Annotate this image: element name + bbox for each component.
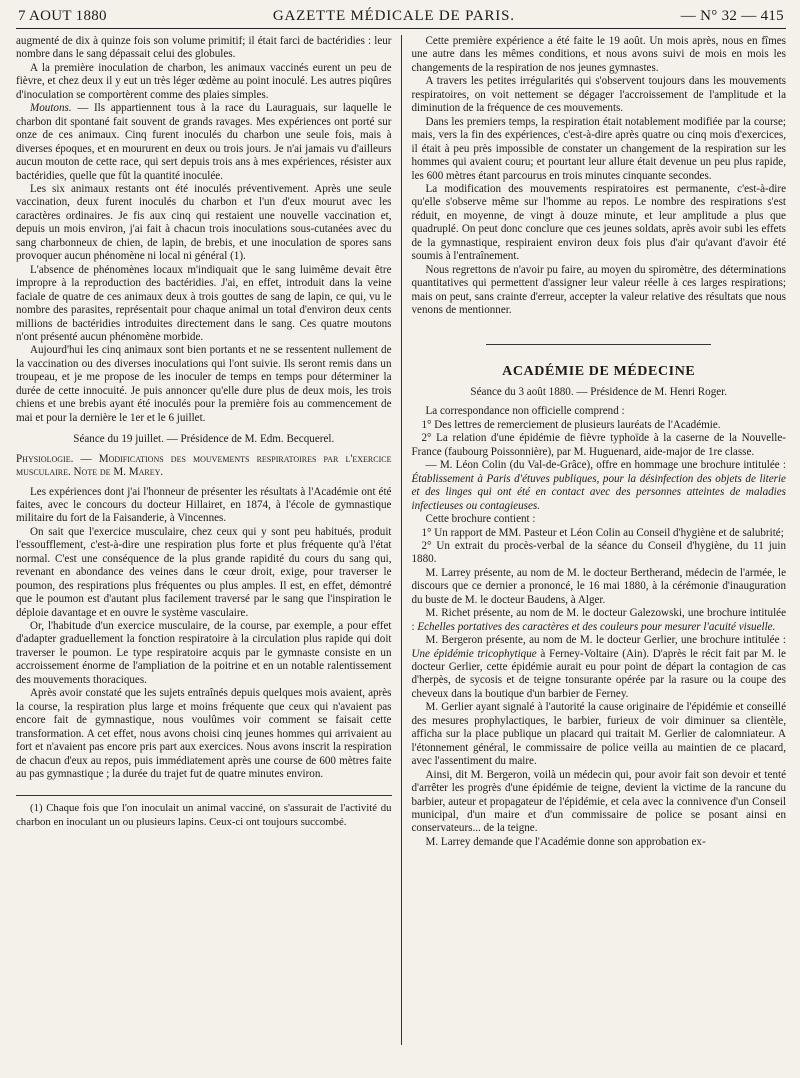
paragraph: augmenté de dix à quinze fois son volume primitif; il était farci de bactéridies : leur nombre dans le sang dépassait celui des globules. xyxy=(16,35,392,61)
paragraph-lead: M. Bergeron présente, au nom de M. le docteur Gerlier, une brochure intitulée : xyxy=(425,634,786,647)
paragraph: Aujourd'hui les cinq animaux sont bien portants et ne se ressentent nullement de la vaccination ou des diverses inoculations qui l'ont suivie. Ils seront remis dans un troupeau, et je me propose de les inoculer de temps en temps pour déterminer la durée de cette innocuité. Je puis annoncer qu'elle dure plus de deux mois, les trois chiens et une brebis ayant été inoculés pour la première fois au commencement de mai et pour la dernière le 1er et le 6 juillet. xyxy=(16,344,392,424)
article-columns xyxy=(16,35,786,1045)
paragraph: A travers les petites irrégularités qui s'observent toujours dans les mouvements respiratoires, on voit nettement se dégager l'accroissement de l'amplitude et la diminution de la fréquence de ces mouvements. xyxy=(411,75,786,115)
paragraph-body: à Ferney-Voltaire (Ain). D'après le récit fait par M. le docteur Gerlier, cette épidémie aurait eu pour point de départ la contagion de cas d'herpès, de sycosis et de teigne tonsurante opérée par la rasure ou la coupe des cheveux dans la boutique d'un barbier de Ferney. xyxy=(411,647,786,700)
paragraph-body: — Ils appartiennent tous à la race du Lauraguais, sur laquelle le charbon dit spontané fait souvent de grands ravages. Mes expériences ont porté sur onze de ces animaux. Cinq furent inoculés du charbon une seule fois, mais à diverses époques, et en moururent en deux ou trois jours. Je n'ai jamais vu d'ailleurs aucun mouton de cette race, qui sert depuis trois ans à mes expériences, résister aux bactéridies, quelle que fût la quantité inoculée. xyxy=(16,102,392,182)
paragraph: Après avoir constaté que les sujets entraînés depuis quelques mois avaient, après la course, la respiration plus large et moins fréquente que ceux qui n'avaient pas encore fait de gymnastique, nous voulûmes voir comment se faisait cette transformation. A cet effet, nous avons choisi cinq jeunes hommes qui arrivaient au fort et n'avaient pas encore pris part aux exercices. Nous avons inscrit la respiration de chacun d'eux au repos, puis immédiatement après une course de 600 mètres faite au pas gymnastique ; la durée du trajet fut de quatre minutes environ. xyxy=(16,687,392,781)
paragraph-lead: M. Richet présente, au nom de M. le docteur Galezowski, une brochure intitulée : xyxy=(411,607,786,633)
running-head xyxy=(16,8,786,29)
paragraph xyxy=(16,102,392,183)
paragraph: M. Larrey demande que l'Académie donne son approbation ex- xyxy=(425,835,706,848)
article-title: Physiologie. — Modifications des mouvements respiratoires par l'exercice musculaire. Note de M. Marey. xyxy=(16,452,392,479)
left-column xyxy=(16,35,401,1045)
paragraph: A la première inoculation de charbon, les animaux vaccinés eurent un peu de fièvre, et chez deux il y eut un très léger œdème au point inoculé. Les autres piqûres d'inoculation se comportèrent comme des plaies simples. xyxy=(16,61,392,101)
paragraph xyxy=(412,459,787,513)
paragraph: Dans les premiers temps, la respiration était notablement modifiée par la course; mais, vers la fin des expériences, c'est-à-dire après quatre ou cinq mois d'exercices, il était à peu près impossible de constater un changement de la respiration sur les hommes qui avaient couru; et pourtant leur allure était devenue un peu plus rapide, les 600 mètres étant parcourus en trois minutes cinquante secondes. xyxy=(411,115,786,182)
footnote xyxy=(16,802,392,829)
section-divider xyxy=(486,344,711,345)
list-item: 2° Un extrait du procès-verbal de la séance du Conseil d'hygiène, du 11 juin 1880. xyxy=(411,539,786,566)
paragraph-lead: — M. Léon Colin (du Val-de-Grâce), offre en hommage une brochure intitulée : xyxy=(425,459,786,472)
paragraph: Nous regrettons de n'avoir pu faire, au moyen du spiromètre, des déterminations quantitatives qui permettent d'assigner leur valeur réelle à ces larges respirations; mais on peut, sans crainte d'erreur, accepter la valeur relative des résultats que nous venons de mentionner. xyxy=(411,263,786,317)
paragraph xyxy=(412,634,787,701)
journal-title: GAZETTE MÉDICALE DE PARIS. xyxy=(272,8,515,24)
list-item: 1° Un rapport de MM. Pasteur et Léon Colin au Conseil d'hygiène et de salubrité; xyxy=(421,526,784,539)
footnote-divider xyxy=(16,795,392,796)
section-heading: ACADÉMIE DE MÉDECINE xyxy=(502,363,696,379)
paragraph: Ainsi, dit M. Bergeron, voilà un médecin qui, pour avoir fait son devoir et tenté d'arrêter les progrès d'une épidémie de teigne, devient la victime de la rancune du barbier, auteur et propagateur de l'épidémie, et cela avec la connivence d'un Conseil municipal, d'un maire et d'un commissaire de police se posant ainsi en conservateurs... de la teigne. xyxy=(411,768,786,835)
list-item: 1° Des lettres de remerciement de plusieurs lauréats de l'Académie. xyxy=(421,418,721,431)
paragraph: M. Gerlier ayant signalé à l'autorité la cause originaire de l'épidémie et conseillé des mesures prophylactiques, le barbier, furieux de voir diminuer sa clientèle, afficha sur la place publique un placard qui traitait M. Gerlier de calomniateur. A l'étonnement général, le commissaire de police veilla au maintien de ce placard, avec l'assentiment du maire. xyxy=(411,701,786,768)
paragraph: Cette première expérience a été faite le 19 août. Un mois après, nous en fîmes une autre dans les mêmes conditions, et nous avons suivi de mois en mois les changements de la respiration de nos jeunes gymnastes. xyxy=(411,35,786,74)
paragraph: La modification des mouvements respiratoires est permanente, c'est-à-dire qu'elle s'observe même sur l'homme au repos. Le nombre des respirations s'est réduit, en moyenne, de vingt à douze minute, et leur amplitude a plus que quadruplé. On peut donc conclure que ces jeunes soldats, après avoir subi les effets de la gymnastique, respiraient environ deux fois plus d'air qu'avant d'avoir été soumis à l'entraînement. xyxy=(411,182,786,263)
paragraph: On sait que l'exercice musculaire, chez ceux qui y sont peu habitués, produit l'essoufflement, c'est-à-dire une respiration plus forte et plus fréquente qu'à l'état normal. C'est une conséquence de la plus grande rapidité du cours du sang qui, revenant en abondance des veines dans le cœur droit, exige, pour traverser le poumon, des respirations plus fréquentes ou plus amples. Il est, en effet, démontré que le poumon est d'autant plus facilement traversé par le sang que l'inspiration le déploie davantage et en ouvre le système vasculaire. xyxy=(16,525,392,619)
session-heading: Séance du 3 août 1880. — Présidence de M. Henri Roger. xyxy=(470,385,728,398)
paragraph: Les six animaux restants ont été inoculés préventivement. Après une seule vaccination, deux furent inoculés du charbon et l'un d'eux mourut avec les caractères ordinaires. Je fis aux cinq qui restaient une nouvelle vaccination et, depuis un mois environ, j'ai fait à chacun trois inoculations sous-cutanées avec du sang charbonneux de chien, de lapin, de brebis, et une inoculation de spores sans provoquer aucun phénomène ni local ni général (1). xyxy=(16,182,392,263)
paragraph xyxy=(412,607,787,634)
paragraph: L'absence de phénomènes locaux m'indiquait que le sang luimême devait être impropre à la reproduction des bactéridies. J'ai, en effet, introduit dans la veine faciale de quatre de ces animaux deux à trois gouttes de sang de lapin, ce qui, vu le nombre des parasites, représentait pour chaque animal un total d'environ deux cents millions de bactéridies introduites directement dans le sang. Ces quatre moutons n'ont présenté aucun phénomène morbide. xyxy=(16,263,392,343)
page-number: — N° 32 — 415 xyxy=(680,8,784,24)
brochure-title: Echelles portatives des caractères et des couleurs pour mesurer l'acuité visuelle. xyxy=(417,620,776,633)
paragraph: Cette brochure contient : xyxy=(425,513,536,526)
paragraph: La correspondance non officielle comprend : xyxy=(425,405,625,418)
issue-date: 7 AOUT 1880 xyxy=(18,8,107,24)
brochure-title: Établissement à Paris d'étuves publiques, pour la désinfection des objets de literie et des linges qui ont été en contact avec des personnes atteintes de maladies infectieuses ou contagieuses. xyxy=(411,472,786,512)
brochure-title: Une épidémie tricophytique xyxy=(411,647,537,660)
paragraph-lead: Moutons. xyxy=(30,102,72,115)
list-item: 2° La relation d'une épidémie de fièvre typhoïde à la caserne de la Nouvelle-France (faubourg Poissonnière), par M. Huguenard, aide-major de 1re classe. xyxy=(411,432,786,458)
session-heading: Séance du 19 juillet. — Présidence de M. Edm. Becquerel. xyxy=(73,433,335,446)
right-column xyxy=(402,35,787,1045)
paragraph: M. Larrey présente, au nom de M. le docteur Bertherand, médecin de l'armée, le discours que ce dernier a prononcé, le 16 mai 1880, à la cérémonie d'inauguration du buste de M. le docteur Baudens, à Alger. xyxy=(411,566,786,606)
footnote-text: (1) Chaque fois que l'on inoculait un animal vacciné, on s'assurait de l'activité du charbon en inoculant un ou plusieurs lapins. Ceux-ci ont toujours succombé. xyxy=(16,802,392,828)
paragraph: Or, l'habitude d'un exercice musculaire, de la course, par exemple, a pour effet d'adapter graduellement la fonction respiratoire à la circulation plus rapide qui doit traverser le poumon. Le type respiratoire acquis par le gymnaste consiste en un accroissement énorme de l'ampliation de la poitrine et en un notable ralentissement des mouvements thoraciques. xyxy=(16,620,392,686)
paragraph: Les expériences dont j'ai l'honneur de présenter les résultats à l'Académie ont été faites, avec le concours du docteur Hillairet, en 1874, à l'école de gymnastique militaire du fort de la Faisanderie, à Vincennes. xyxy=(16,485,392,525)
